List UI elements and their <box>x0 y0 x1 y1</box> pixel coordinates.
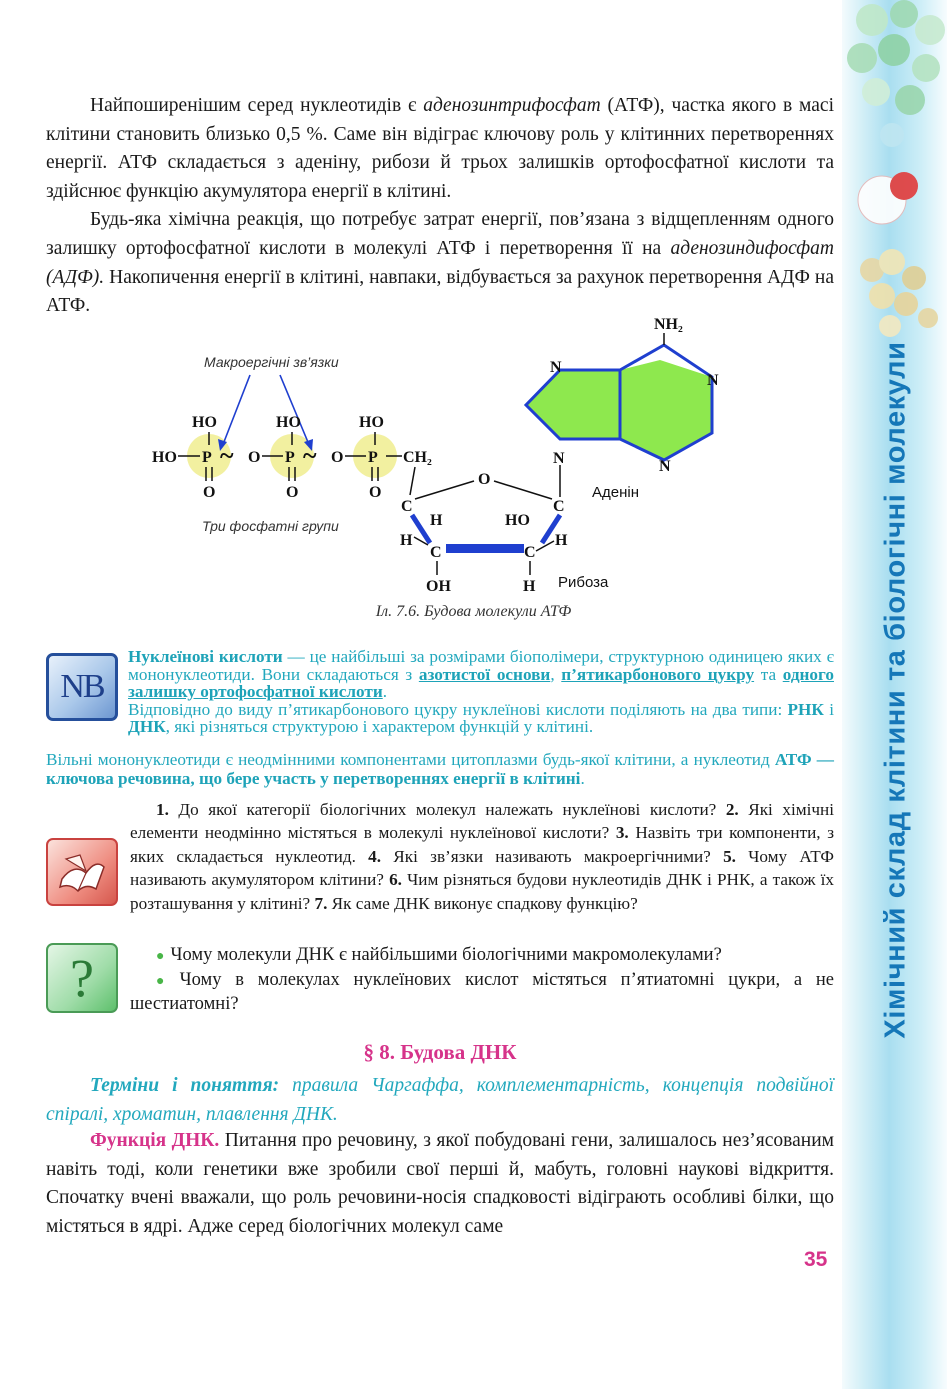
nb-definition: Нуклеїнові кислоти — це найбільші за розмірами біополімери, структурною одиницею яких є мононуклеотиди. Вони складаються з азотистої основи, п’ятикарбонового цукру та одного залишку ортофосфатної кислоти. Відповідно до виду п’ятикарбонового цукру нуклеїнові кислоти поділяють на два типи: РНК і ДНК, які різняться структурою і характером функцій у клітині. <box>128 647 834 737</box>
label-ribose: Рибоза <box>558 574 609 591</box>
svg-text:H: H <box>523 578 536 595</box>
book-icon <box>46 838 118 906</box>
main-text <box>46 92 834 321</box>
section-title: § 8. Будова ДНК <box>363 1040 517 1064</box>
svg-text:HO: HO <box>505 512 530 529</box>
paragraph-adp: Будь-яка хімічна реакція, що потребує затрат енергії, пов’язана з відщепленням одного залишку ортофосфатної кислоти в молекулі АТФ і перетворення її на аденозиндифосфат (АДФ). Накопичення енергії в клітині, навпаки, відбувається за рахунок перетворення АДФ на АТФ. <box>46 209 834 317</box>
svg-text:O: O <box>203 484 216 501</box>
svg-text:H: H <box>555 532 568 549</box>
sidebar-chapter-title: Хімічний склад клітини та біологічні молекули <box>879 341 912 1039</box>
svg-text:HO: HO <box>152 449 177 466</box>
macroergic-bond-1: ~ <box>220 441 234 470</box>
ribose-bond-bar <box>446 544 524 553</box>
svg-text:O: O <box>331 449 344 466</box>
think-questions: ● Чому молекули ДНК є найбільшими біологічними макромолекулами? ● Чому в молекулах нуклеїнових кислот містяться п’ятиатомні цукри, а не шестиатомні? <box>130 945 834 1014</box>
svg-text:C: C <box>430 544 442 561</box>
svg-text:O: O <box>478 471 491 488</box>
nb-atp-note: Вільні мононуклеотиди є неодмінними компонентами цитоплазми будь-якої клітини, а нуклеотид АТФ — ключова речовина, що бере участь у перетвореннях енергії в клітині. <box>46 750 834 788</box>
molecule-decoration-icon <box>842 0 947 360</box>
svg-text:O: O <box>286 484 299 501</box>
svg-text:CH₂: CH₂ <box>403 449 432 466</box>
svg-text:O: O <box>248 449 261 466</box>
macroergic-bond-2: ~ <box>303 441 317 470</box>
svg-text:C: C <box>401 498 413 515</box>
svg-text:HO: HO <box>276 414 301 431</box>
svg-text:C: C <box>524 544 536 561</box>
paragraph-atp: Найпоширенішим серед нуклеотидів є аденозинтрифосфат (АТФ), частка якого в масі клітини становить близько 0,5 %. Саме він відіграє ключову роль у клітинних перетвореннях енергії. АТФ складається з аденіну, рибози й трьох залишків ортофосфатної кислоти та здійснює функцію акумулятора енергії в клітині. <box>46 95 834 202</box>
review-questions: 1. До якої категорії біологічних молекул належать нуклеїнові кислоти? 2. Які хімічні елементи неодмінно містяться в молекулі нуклеїнової кислоти? 3. Назвіть три компоненти, з яких складається нуклеотид. 4. Які зв’язки називають макроергічними? 5. Чому АТФ називають акумулятором клітини? 6. Чим різняться будови нуклеотидів ДНК і РНК, а також їх розташування у клітині? 7. Як саме ДНК виконує спадкову функцію? <box>130 800 835 913</box>
svg-text:H: H <box>430 512 443 529</box>
svg-text:H: H <box>400 532 413 549</box>
svg-text:N: N <box>550 359 562 376</box>
page-number: 35 <box>804 1248 828 1271</box>
label-three-phosphate-groups: Три фосфатні групи <box>202 518 339 534</box>
nb-icon: NB <box>46 653 118 721</box>
svg-text:P: P <box>285 449 295 466</box>
label-macroergic-bonds: Макроергічні зв’язки <box>204 354 339 370</box>
svg-text:N: N <box>553 450 565 467</box>
svg-text:OH: OH <box>426 578 451 595</box>
atp-molecule-diagram <box>140 315 740 625</box>
svg-text:P: P <box>368 449 378 466</box>
svg-text:HO: HO <box>192 414 217 431</box>
question-mark-icon: ? <box>46 943 118 1013</box>
svg-text:N: N <box>659 458 671 475</box>
svg-text:C: C <box>553 498 565 515</box>
section-body: Функція ДНК. Питання про речовину, з якої побудовані гени, залишалось нез’ясованим навіть тоді, коли генетики вже зробили свої перші й, мабуть, головні наукові відкриття. Спочатку вчені вважали, що роль речовини-носія спадковості відіграють особливі білки, що містяться в ядрі. Адже серед біологічних молекул саме <box>46 1130 834 1237</box>
section-terms: Терміни і поняття: правила Чаргаффа, комплементарність, концепція подвійної спіралі, хроматин, плавлення ДНК. <box>46 1075 834 1125</box>
svg-text:HO: HO <box>359 414 384 431</box>
svg-text:P: P <box>202 449 212 466</box>
svg-text:N: N <box>707 372 719 389</box>
label-adenine: Аденін <box>592 484 639 501</box>
svg-text:NH₂: NH₂ <box>654 316 683 333</box>
figure-caption: Іл. 7.6. Будова молекули АТФ <box>375 603 572 620</box>
svg-text:O: O <box>369 484 382 501</box>
